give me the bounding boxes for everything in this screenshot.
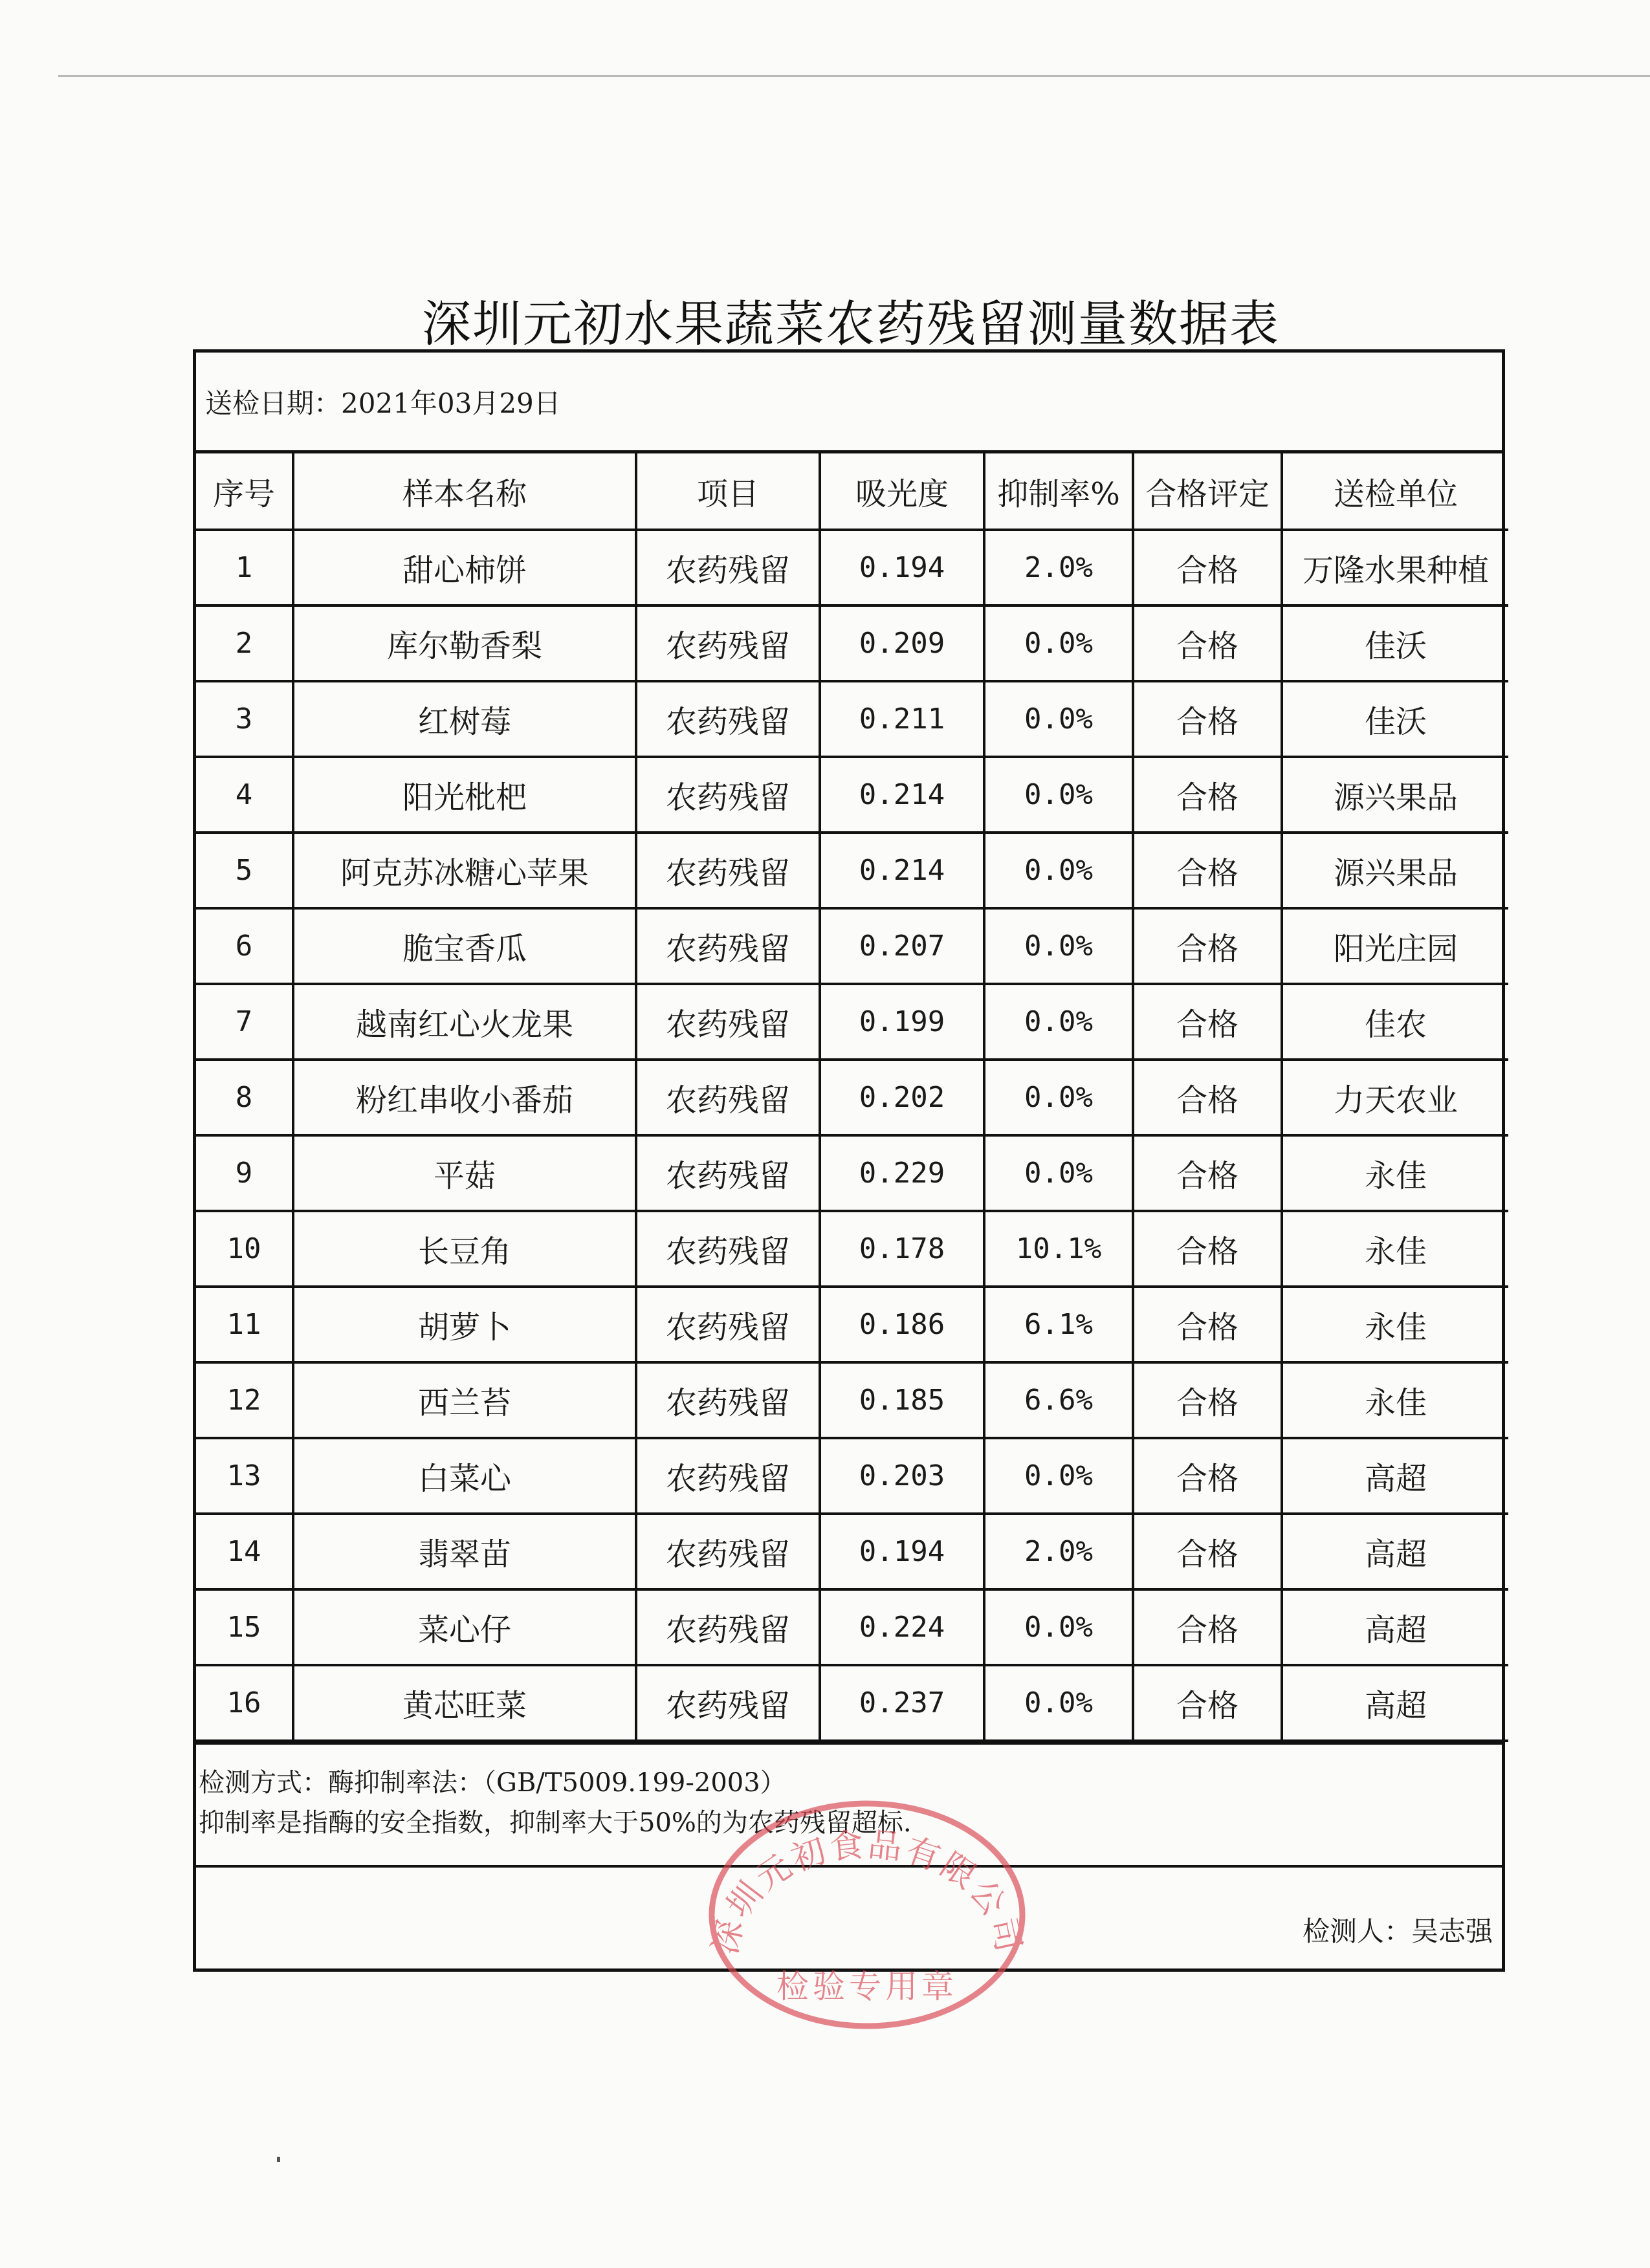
cell-unit: 佳沃 xyxy=(1282,605,1508,681)
table-row xyxy=(196,1438,1508,1514)
cell-item: 农药残留 xyxy=(636,1060,820,1135)
cell-absorbance: 0.203 xyxy=(820,1438,984,1514)
cell-result: 合格 xyxy=(1133,1665,1282,1741)
cell-inhibition: 0.0% xyxy=(984,833,1133,908)
cell-absorbance: 0.199 xyxy=(820,984,984,1060)
table-row xyxy=(196,530,1508,605)
date-line: 送检日期：2021年03月29日 xyxy=(196,353,1502,453)
col-header-inhibition: 抑制率% xyxy=(984,453,1133,530)
cell-index: 13 xyxy=(196,1438,293,1514)
cell-sample: 红树莓 xyxy=(293,681,636,757)
cell-item: 农药残留 xyxy=(636,833,820,908)
cell-item: 农药残留 xyxy=(636,1287,820,1362)
cell-absorbance: 0.237 xyxy=(820,1665,984,1741)
seal-top-text: 深圳元初食品有限公司 xyxy=(705,1825,1029,1958)
cell-result: 合格 xyxy=(1133,1362,1282,1438)
cell-result: 合格 xyxy=(1133,1514,1282,1589)
cell-unit: 高超 xyxy=(1282,1665,1508,1741)
cell-unit: 佳沃 xyxy=(1282,681,1508,757)
note-line: 抑制率是指酶的安全指数，抑制率大于50%的为农药残留超标. xyxy=(199,1808,912,1838)
cell-sample: 粉红串收小番茄 xyxy=(293,1060,636,1135)
cell-absorbance: 0.178 xyxy=(820,1211,984,1287)
cell-absorbance: 0.207 xyxy=(820,908,984,984)
cell-item: 农药残留 xyxy=(636,605,820,681)
cell-result: 合格 xyxy=(1133,530,1282,605)
cell-absorbance: 0.211 xyxy=(820,681,984,757)
seal-bottom-text: 检验专用章 xyxy=(776,1968,958,2005)
notes-block xyxy=(196,1742,1502,1865)
cell-item: 农药残留 xyxy=(636,1362,820,1438)
cell-inhibition: 2.0% xyxy=(984,1514,1133,1589)
cell-item: 农药残留 xyxy=(636,1135,820,1211)
cell-absorbance: 0.194 xyxy=(820,530,984,605)
table-row xyxy=(196,757,1508,833)
cell-sample: 黄芯旺菜 xyxy=(293,1665,636,1741)
cell-result: 合格 xyxy=(1133,605,1282,681)
cell-inhibition: 10.1% xyxy=(984,1211,1133,1287)
col-header-absorbance: 吸光度 xyxy=(820,453,984,530)
col-header-item: 项目 xyxy=(636,453,820,530)
table-row xyxy=(196,833,1508,908)
cell-sample: 越南红心火龙果 xyxy=(293,984,636,1060)
cell-index: 3 xyxy=(196,681,293,757)
cell-absorbance: 0.229 xyxy=(820,1135,984,1211)
cell-result: 合格 xyxy=(1133,681,1282,757)
cell-index: 2 xyxy=(196,605,293,681)
cell-result: 合格 xyxy=(1133,757,1282,833)
cell-item: 农药残留 xyxy=(636,1665,820,1741)
cell-absorbance: 0.185 xyxy=(820,1362,984,1438)
cell-absorbance: 0.186 xyxy=(820,1287,984,1362)
cell-inhibition: 0.0% xyxy=(984,681,1133,757)
cell-index: 1 xyxy=(196,530,293,605)
cell-inhibition: 0.0% xyxy=(984,1589,1133,1665)
cell-inhibition: 0.0% xyxy=(984,1438,1133,1514)
cell-unit: 永佳 xyxy=(1282,1135,1508,1211)
cell-unit: 力天农业 xyxy=(1282,1060,1508,1135)
cell-sample: 长豆角 xyxy=(293,1211,636,1287)
cell-result: 合格 xyxy=(1133,1438,1282,1514)
table-row xyxy=(196,1060,1508,1135)
cell-absorbance: 0.194 xyxy=(820,1514,984,1589)
col-header-result: 合格评定 xyxy=(1133,453,1282,530)
cell-unit: 源兴果品 xyxy=(1282,757,1508,833)
scan-edge-line xyxy=(58,75,1650,77)
cell-result: 合格 xyxy=(1133,1589,1282,1665)
cell-index: 12 xyxy=(196,1362,293,1438)
cell-result: 合格 xyxy=(1133,1135,1282,1211)
cell-inhibition: 0.0% xyxy=(984,757,1133,833)
cell-unit: 源兴果品 xyxy=(1282,833,1508,908)
col-header-sample: 样本名称 xyxy=(293,453,636,530)
cell-index: 15 xyxy=(196,1589,293,1665)
cell-index: 5 xyxy=(196,833,293,908)
cell-index: 14 xyxy=(196,1514,293,1589)
cell-index: 6 xyxy=(196,908,293,984)
cell-unit: 佳农 xyxy=(1282,984,1508,1060)
cell-sample: 白菜心 xyxy=(293,1438,636,1514)
cell-sample: 阿克苏冰糖心苹果 xyxy=(293,833,636,908)
col-header-index: 序号 xyxy=(196,453,293,530)
cell-index: 8 xyxy=(196,1060,293,1135)
scan-speck xyxy=(277,2157,280,2162)
cell-item: 农药残留 xyxy=(636,681,820,757)
cell-item: 农药残留 xyxy=(636,1514,820,1589)
cell-item: 农药残留 xyxy=(636,984,820,1060)
cell-inhibition: 0.0% xyxy=(984,1060,1133,1135)
cell-inhibition: 2.0% xyxy=(984,530,1133,605)
cell-item: 农药残留 xyxy=(636,757,820,833)
cell-sample: 阳光枇杷 xyxy=(293,757,636,833)
cell-absorbance: 0.224 xyxy=(820,1589,984,1665)
cell-sample: 库尔勒香梨 xyxy=(293,605,636,681)
cell-item: 农药残留 xyxy=(636,1438,820,1514)
cell-inhibition: 0.0% xyxy=(984,605,1133,681)
cell-result: 合格 xyxy=(1133,984,1282,1060)
table-row xyxy=(196,1135,1508,1211)
cell-unit: 永佳 xyxy=(1282,1287,1508,1362)
cell-absorbance: 0.209 xyxy=(820,605,984,681)
table-row xyxy=(196,1589,1508,1665)
cell-index: 10 xyxy=(196,1211,293,1287)
cell-result: 合格 xyxy=(1133,1287,1282,1362)
table-row xyxy=(196,1211,1508,1287)
cell-absorbance: 0.202 xyxy=(820,1060,984,1135)
cell-item: 农药残留 xyxy=(636,1589,820,1665)
header-row xyxy=(196,453,1508,530)
signature-row xyxy=(196,1865,1502,1968)
cell-unit: 永佳 xyxy=(1282,1211,1508,1287)
cell-inhibition: 6.6% xyxy=(984,1362,1133,1438)
cell-item: 农药残留 xyxy=(636,1211,820,1287)
document-title: 深圳元初水果蔬菜农药残留测量数据表 xyxy=(422,295,1280,353)
cell-inhibition: 0.0% xyxy=(984,1665,1133,1741)
residue-table xyxy=(196,453,1508,1742)
cell-unit: 高超 xyxy=(1282,1589,1508,1665)
cell-sample: 胡萝卜 xyxy=(293,1287,636,1362)
inspector-line: 检测人：吴志强 xyxy=(1302,1915,1493,1947)
cell-absorbance: 0.214 xyxy=(820,833,984,908)
cell-sample: 西兰苔 xyxy=(293,1362,636,1438)
cell-unit: 阳光庄园 xyxy=(1282,908,1508,984)
cell-sample: 菜心仔 xyxy=(293,1589,636,1665)
table-row xyxy=(196,605,1508,681)
cell-index: 4 xyxy=(196,757,293,833)
method-line: 检测方式：酶抑制率法：（GB/T5009.199-2003） xyxy=(199,1768,786,1798)
cell-result: 合格 xyxy=(1133,1211,1282,1287)
cell-index: 16 xyxy=(196,1665,293,1741)
cell-result: 合格 xyxy=(1133,908,1282,984)
cell-inhibition: 0.0% xyxy=(984,908,1133,984)
table-row xyxy=(196,1665,1508,1741)
cell-sample: 平菇 xyxy=(293,1135,636,1211)
cell-item: 农药残留 xyxy=(636,908,820,984)
table-row xyxy=(196,681,1508,757)
cell-result: 合格 xyxy=(1133,1060,1282,1135)
cell-unit: 万隆水果种植 xyxy=(1282,530,1508,605)
cell-item: 农药残留 xyxy=(636,530,820,605)
table-row xyxy=(196,984,1508,1060)
table-row xyxy=(196,1362,1508,1438)
data-sheet xyxy=(193,349,1505,1972)
cell-unit: 永佳 xyxy=(1282,1362,1508,1438)
cell-unit: 高超 xyxy=(1282,1514,1508,1589)
cell-inhibition: 6.1% xyxy=(984,1287,1133,1362)
table-row xyxy=(196,908,1508,984)
cell-inhibition: 0.0% xyxy=(984,984,1133,1060)
table-row xyxy=(196,1287,1508,1362)
cell-sample: 翡翠苗 xyxy=(293,1514,636,1589)
cell-absorbance: 0.214 xyxy=(820,757,984,833)
cell-unit: 高超 xyxy=(1282,1438,1508,1514)
cell-sample: 甜心柿饼 xyxy=(293,530,636,605)
cell-result: 合格 xyxy=(1133,833,1282,908)
cell-index: 11 xyxy=(196,1287,293,1362)
col-header-unit: 送检单位 xyxy=(1282,453,1508,530)
cell-inhibition: 0.0% xyxy=(984,1135,1133,1211)
cell-sample: 脆宝香瓜 xyxy=(293,908,636,984)
table-row xyxy=(196,1514,1508,1589)
cell-index: 7 xyxy=(196,984,293,1060)
cell-index: 9 xyxy=(196,1135,293,1211)
